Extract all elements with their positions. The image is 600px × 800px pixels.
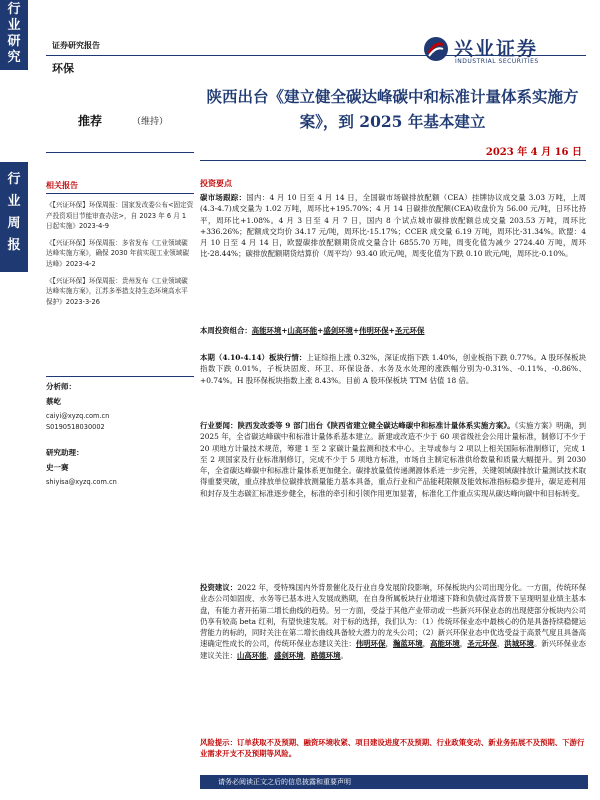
advice-period: 。 xyxy=(340,650,348,660)
weekly-report-tag xyxy=(0,162,28,272)
advice-separator: ， xyxy=(496,639,505,649)
advice-separator: ， xyxy=(422,639,431,649)
vertical-char: 周 xyxy=(7,216,21,231)
portfolio-separator: + xyxy=(317,326,324,335)
portfolio-label: 本周投资组合： xyxy=(200,326,252,335)
vertical-char: 究 xyxy=(7,50,21,65)
related-reports xyxy=(46,180,194,307)
advice-separator: ， xyxy=(459,639,468,649)
investment-advice-paragraph xyxy=(200,582,586,661)
investment-advice-text: 2022 年，受特殊国内外背景催化及行业自身发展阶段影响，环保板块内公司出现分化。一方面，传统环保业态公司如固废、水务等已基本进入发展成熟期，在自身所属板块行业增速下降和负债过高背景下呈现明显业绩主基本盘，有能力者开拓第二增长曲线的趋势。另一方面，受益于其他产业带动或一些新兴环保业态的出现使部分板块内公司仍享有较高 beta 红利，有望快速发展。对于标的选择，我们认为：（1）传统环保业态中最核心的仍是具备持续稳健运营能力的标的，同时关注在第二增长曲线具备较大潜力的龙头公司；（2）新兴环保业态中优选受益于高景气度且具备高速确定性成长的公司，传统环保业态建议关注： xyxy=(200,583,586,649)
risk-warning xyxy=(200,737,586,760)
report-title: 陕西出台《建立健全碳达峰碳中和标准计量体系实施方案》，到 2025 年基本建立 xyxy=(206,87,579,131)
advice-stock: 瀚蓝环境 xyxy=(392,639,423,649)
assistant-name: 史一赛 xyxy=(46,463,69,472)
portfolio-stock: 盛剑环境 xyxy=(323,326,353,335)
advice-stock: 山高环能 xyxy=(236,650,267,660)
rating-value: （维持） xyxy=(132,117,169,127)
vertical-char: 行 xyxy=(7,172,21,187)
related-report-link[interactable]: 《【兴证环保】环保周报：国家发改委公布<固定资产投资项目节能审查办法>，自 2023 年 6 月 1 日起实施》2023-4-9 xyxy=(46,201,194,231)
weekly-market-text: 上证综指上涨 0.32%，深证成指下跌 1.40%，创业板指下跌 0.77%。A 股环保板块指数下跌 0.01%，子板块固废、环卫、环保设备、水务及水处理的涨跌幅分别为-0.31%、-0.11%、-0.86%、+0.74%。H 股环保板块指数上涨 8.43%。目前 A 股环保板块 TTM 估值 18 倍。 xyxy=(200,353,586,385)
advice-separator: ， xyxy=(385,639,393,649)
related-report-link[interactable]: 《【兴证环保】环保周报：多省发布《工业领域碳达峰实施方案》，确保 2030 年前实现工业领域碳达峰》2023-4-2 xyxy=(46,238,189,268)
analyst-info xyxy=(46,376,194,488)
report-type-label: 证券研究报告 xyxy=(52,41,100,50)
logo-text-cn: 兴业证券 xyxy=(454,38,539,60)
portfolio-stock: 山高环能 xyxy=(287,326,318,335)
carbon-market-label: 碳市场跟踪： xyxy=(200,193,247,202)
advice-stock: 盛剑环境 xyxy=(273,650,304,660)
weekly-market-label: 本期（4.10-4.14）板块行情： xyxy=(200,353,307,362)
footer-disclaimer: 请务必阅读正文之后的信息披露和重要声明 xyxy=(218,778,351,786)
investment-advice-label: 投资建议： xyxy=(200,583,238,592)
vertical-char: 行 xyxy=(7,2,21,17)
title-divider xyxy=(200,160,586,161)
related-reports-list xyxy=(46,200,194,307)
portfolio-separator: + xyxy=(352,326,360,335)
portfolio-stock: 高能环境 xyxy=(251,326,282,335)
advice-separator: ， xyxy=(303,650,311,660)
industry-label: 环保 xyxy=(52,62,74,75)
assistant-email[interactable]: shiyisa@xyzq.com.cn xyxy=(46,478,117,486)
analyst-email[interactable]: caiyi@xyzq.com.cn xyxy=(46,412,110,420)
rating-divider xyxy=(46,152,194,153)
related-reports-heading: 相关报告 xyxy=(46,180,194,194)
analyst-license: S0190518030002 xyxy=(46,423,105,431)
analyst-heading: 分析师： xyxy=(46,382,76,391)
rating-label: 推荐 xyxy=(78,114,103,128)
advice-stock: 路德环境 xyxy=(310,650,341,660)
advice-separator: ， xyxy=(266,650,274,660)
industry-news-label: 行业要闻：陕西发改委等 9 部门出台《陕西省建立健全碳达峰碳中和标准计量体系实施方案》。 xyxy=(200,421,515,430)
summary-heading xyxy=(200,178,586,189)
vertical-char: 业 xyxy=(7,194,21,209)
portfolio-stock: 伟明环保 xyxy=(359,326,389,335)
logo-text-en: INDUSTRIAL SECURITIES xyxy=(455,58,539,65)
advice-stock: 洪城环境 xyxy=(504,639,534,649)
report-date: 2023 年 4 月 16 日 xyxy=(485,147,582,158)
carbon-market-paragraph xyxy=(200,192,586,260)
advice-stock: 高能环境 xyxy=(430,639,460,649)
related-report-link[interactable]: 《【兴证环保】环保周报：贵州发布《工业领域碳达峰实施方案》，江苏多举措支持生态环境高水平保护》2023-3-26 xyxy=(46,276,188,306)
company-logo xyxy=(423,34,583,68)
portfolio-stock: 圣元环保 xyxy=(394,326,425,335)
vertical-char: 研 xyxy=(7,34,21,49)
carbon-market-text: 国内：4 月 10 日至 4 月 14 日，全国碳市场碳排放配额（CEA）挂牌协议成交量 3.03 万吨，上周(4.3-4.7)成交量为 1.02 万吨，周环比+195.70%；4 月 14 日碳排放配额(CEA)收盘价为 56.00 元/吨，日环比持平，周环比+1.08%。4 月 3 日至 4 月 7 日，国内 8 个试点城市碳排放配额总成交量 203.53 万吨，周环比+336.26%；配额成交均价 34.17 元/吨，周环比-15.17%；CCER 成交量 6.19 万吨，周环比-31.34%。欧盟：4 月 10 日至 4 月 14 日，欧盟碳排放配额期货成交量合计 6855.70 万吨，周变化值为减少 2724.40 万吨，周环比-28.44%；碳排放配额期货结算价（周平均）93.40 欧元/吨，周变化值为下跌 0.10 欧元/吨，周环比-0.10%。 xyxy=(200,193,586,259)
industry-news-text: 《实施方案》明确，到 2025 年，全省碳达峰碳中和标准计量体系基本建立。新建或改造不少于 60 项省级社会公用计量标准，制修订不少于 20 项地方计量技术规范，筹建 1 至 2 家碳计量监测和技术中心。主导或参与 2 项以上相关国际标准制修订，完成 1 至 2 项国家及行业标准制修订，完成不少于 5 项地方标准，市场自主制定标准供给数量和质量大幅提升。到 2030 年，全省碳达峰碳中和标准计量体系更加健全。碳排放量值传递溯源体系进一步完善，关键领域碳排放计量测试技术取得重要突破，重点排放单位碳排放测量能力基本具备，重点行业和产品能耗限额及能效标准指标稳步提升，碳足迹利用和封存及生态碳汇标准逐步健全，标准的牵引和引领作用更加显著，标准化工作重点实现从碳达峰向碳中和目标转变。 xyxy=(200,421,586,498)
vertical-char: 业 xyxy=(7,18,21,33)
logo-mark-icon xyxy=(423,36,449,62)
risk-text: 订单获取不及预期、融资环境收紧、项目建设进度不及预期、行业政策变动、新业务拓展不及预期、下游行业需求开支不及预期等风险。 xyxy=(200,738,585,759)
summary-heading-text: 投资要点 xyxy=(200,178,232,188)
vertical-char: 报 xyxy=(7,238,21,253)
industry-news-paragraph xyxy=(200,420,586,499)
analyst-name: 蔡屹 xyxy=(46,397,61,406)
assistant-heading: 研究助理： xyxy=(46,448,84,457)
advice-stock: 圣元环保 xyxy=(467,639,497,649)
investment-advice-text-2: 。新兴环保业态建议关注： xyxy=(200,639,586,660)
risk-label: 风险提示： xyxy=(200,738,237,747)
left-vertical-bar xyxy=(0,0,28,800)
industry-research-tag xyxy=(0,0,28,70)
advice-stock: 伟明环保 xyxy=(355,639,386,649)
weekly-market-paragraph xyxy=(200,352,586,386)
portfolio-paragraph xyxy=(200,325,586,336)
portfolio-separator: + xyxy=(388,326,395,335)
portfolio-separator: + xyxy=(281,326,288,335)
